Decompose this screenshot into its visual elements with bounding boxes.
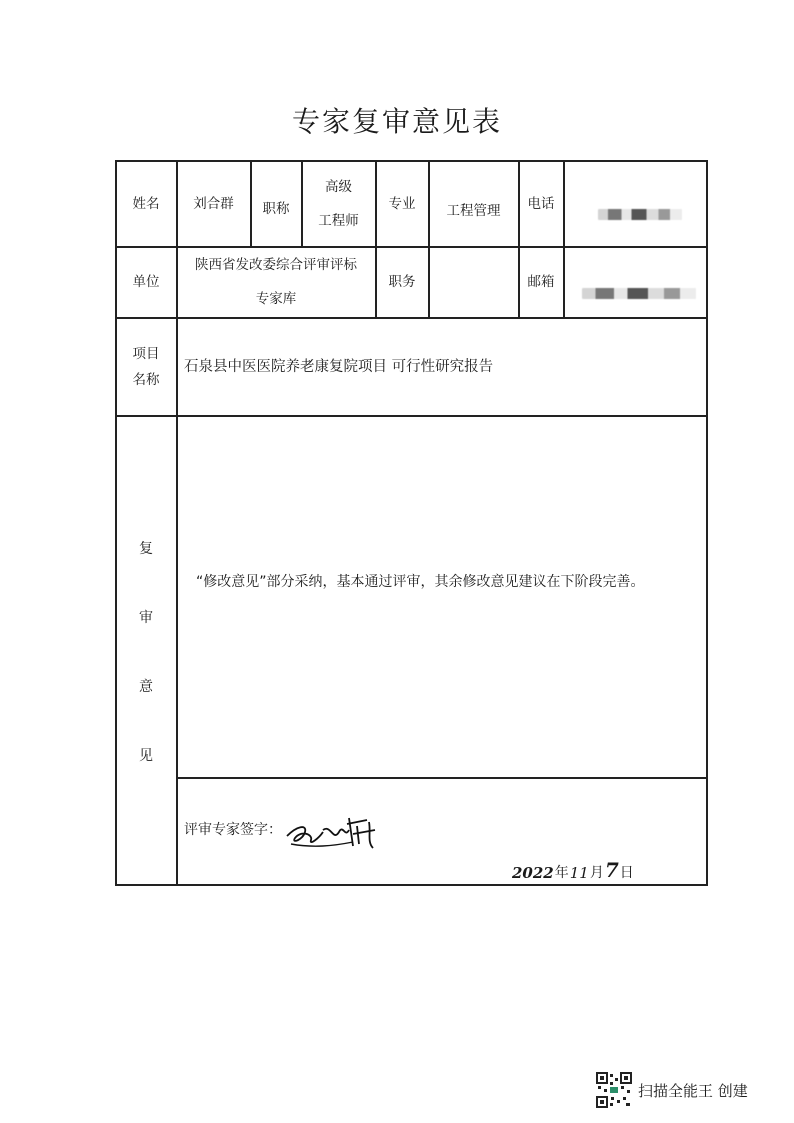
unit-value-line1: 陕西省发改委综合评审评标 [195,257,357,273]
qr-code-icon [596,1072,632,1108]
date-year-suffix: 年 [554,865,569,881]
project-value: 石泉县中医医院养老康复院项目 可行性研究报告 [184,358,494,375]
project-label [116,318,176,415]
handwritten-signature [283,808,383,854]
unit-value-line2: 专家库 [255,291,297,307]
signature-label: 评审专家签字： [184,822,282,838]
project-label-line2: 名称 [132,371,160,388]
review-label-char: 见 [139,748,153,764]
position-label: 职务 [388,274,416,290]
date-month: 11 [569,864,589,882]
project-label-line1: 项目 [132,345,160,362]
date-day-suffix: 日 [619,865,634,881]
email-value-redacted [582,288,696,299]
title-value-line1: 高级 [325,179,352,195]
review-comment: “修改意见”部分采纳，基本通过评审，其余修改意见建议在下阶段完善。 [196,574,645,590]
title-value-line2: 工程师 [318,213,359,229]
date-year: 2022 [512,864,554,882]
scanner-watermark: 扫描全能王 创建 [638,1082,748,1100]
title-label: 职称 [262,201,290,217]
date-day: 7 [604,858,619,882]
phone-label: 电话 [527,196,555,212]
name-value: 刘合群 [193,196,234,212]
major-label: 专业 [388,196,416,212]
title-value [302,161,375,247]
review-label-char: 复 [139,541,153,557]
date-month-suffix: 月 [589,865,604,881]
review-label-char: 审 [139,610,153,626]
phone-value-redacted [598,209,682,220]
name-label: 姓名 [132,196,160,212]
signature-date [512,856,634,882]
unit-value [177,247,375,317]
page-title: 专家复审意见表 [291,105,502,138]
review-label-char: 意 [139,679,153,695]
unit-label: 单位 [132,274,160,290]
major-value: 工程管理 [446,203,501,219]
email-label: 邮箱 [527,274,555,290]
